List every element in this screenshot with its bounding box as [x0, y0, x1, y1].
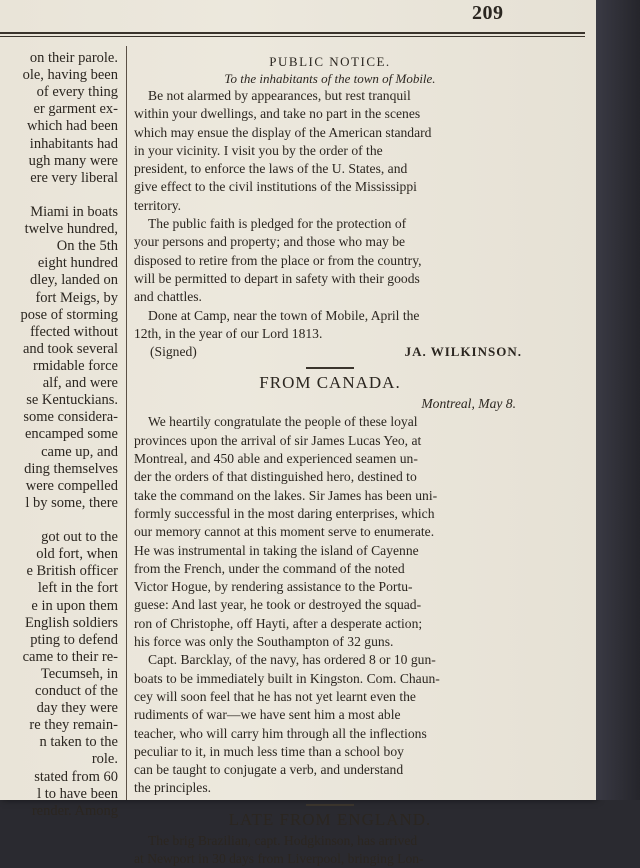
- left-column-line: which had been: [27, 118, 118, 135]
- text-line: take the command on the lakes. Sir James has been uni-: [134, 487, 438, 503]
- left-column-line: stated from 60: [34, 768, 118, 785]
- left-column-line: ffected without: [30, 323, 118, 340]
- left-column-line: n taken to the: [39, 734, 118, 751]
- left-column-line: old fort, when: [36, 546, 118, 563]
- left-column-line: e in upon them: [31, 597, 118, 614]
- text-line: can be taught to conjugate a verb, and understand: [134, 762, 404, 778]
- england-heading: LATE FROM ENGLAND.: [228, 809, 432, 829]
- left-column-line: inhabitants had: [29, 135, 118, 152]
- text-line: boats to be immediately built in Kingston. Com. Chaun-: [134, 670, 440, 686]
- page-number: 209: [472, 2, 504, 24]
- left-column-line: alf, and were: [42, 375, 118, 392]
- left-column-line: pose of storming: [20, 306, 118, 323]
- section-rule: [306, 804, 354, 806]
- text-line: cey will soon feel that he has not yet learnt even the: [134, 688, 416, 704]
- left-column-line: rmidable force: [33, 357, 118, 374]
- left-column-line: and took several: [22, 340, 118, 357]
- text-line: give effect to the civil institutions of the Mississippi: [134, 179, 417, 195]
- text-line: rudiments of war—we have sent him a most able: [134, 707, 401, 723]
- canada-paragraph-1: [134, 413, 526, 651]
- left-column-line: were compelled: [25, 477, 118, 494]
- text-line: Be not alarmed by appearances, but rest tranquil: [148, 88, 411, 103]
- right-column: [134, 54, 526, 868]
- left-column-line: e British officer: [26, 563, 118, 580]
- text-line: disposed to retire from the place or from the country,: [134, 252, 422, 268]
- left-column-line: on their parole.: [29, 50, 118, 66]
- left-column-line: l by some, there: [25, 494, 118, 511]
- left-column-line: re they remain-: [29, 717, 118, 734]
- text-line: from the French, under the command of the noted: [134, 560, 405, 576]
- left-column-line: came to their re-: [22, 648, 118, 665]
- left-column-line: pting to defend: [30, 631, 118, 648]
- text-line: at Newport in 30 days from Liverpool, bringing Lon-: [134, 850, 424, 866]
- left-column-line: ere very liberal: [30, 169, 118, 186]
- left-column-line: left in the fort: [37, 580, 118, 597]
- left-column-line: l to have been: [37, 785, 118, 802]
- left-column-line: twelve hundred,: [24, 221, 118, 238]
- left-column-line: er garment ex-: [33, 101, 118, 118]
- left-column-line: role.: [91, 751, 118, 768]
- canada-paragraph-2: [134, 651, 526, 797]
- left-column-line: render. Among: [31, 802, 118, 819]
- canada-dateline: Montreal, May 8.: [421, 396, 516, 412]
- text-line: and chattles.: [134, 289, 202, 305]
- left-column-line: English soldiers: [24, 614, 118, 631]
- left-column-line: ole, having been: [22, 67, 118, 84]
- left-column-line: fort Meigs, by: [35, 289, 118, 306]
- signature-line: [134, 343, 526, 361]
- left-column-line: Tecumseh, in: [40, 665, 118, 682]
- left-column-line: ugh many were: [28, 152, 118, 169]
- left-column-line: ding themselves: [24, 460, 118, 477]
- text-line: 12th, in the year of our Lord 1813.: [134, 325, 323, 341]
- text-line: which may ensue the display of the American standard: [134, 124, 432, 140]
- left-column-line: came up, and: [41, 443, 118, 460]
- notice-paragraph-1: [134, 87, 526, 215]
- section-rule: [306, 367, 354, 369]
- canada-heading: FROM CANADA.: [259, 373, 401, 393]
- text-line: will be permitted to depart in safety with their goods: [134, 270, 420, 286]
- left-column-line: some considera-: [23, 409, 118, 426]
- text-line: guese: And last year, he took or destroyed the squad-: [134, 597, 422, 613]
- page-edge-shadow: [596, 0, 640, 800]
- text-line: der the orders of that distinguished hero, destined to: [134, 469, 417, 485]
- left-column-line: se Kentuckians.: [26, 392, 118, 409]
- text-line: ron of Christophe, off Hayti, after a desperate action;: [134, 615, 423, 631]
- text-line: formly successful in the most daring enterprises, which: [134, 505, 435, 521]
- left-column-line: [0, 187, 118, 204]
- left-column: [0, 50, 118, 820]
- left-column-line: conduct of the: [35, 683, 118, 700]
- text-line: The public faith is pledged for the protection of: [148, 216, 407, 232]
- text-line: territory.: [134, 197, 182, 213]
- text-line: The brig Brazilian, capt. Hodgkinson, has arrived: [148, 832, 418, 848]
- left-column-line: On the 5th: [56, 238, 118, 255]
- left-column-line: day they were: [36, 700, 118, 717]
- notice-title: PUBLIC NOTICE.: [269, 54, 391, 69]
- text-line: Done at Camp, near the town of Mobile, April the: [148, 307, 420, 323]
- text-line: provinces upon the arrival of sir James Lucas Yeo, at: [134, 432, 422, 448]
- header-rule-thin: [0, 36, 585, 37]
- text-line: We heartily congratulate the people of these loyal: [148, 414, 418, 430]
- text-line: the principles.: [134, 780, 212, 796]
- text-line: peculiar to it, in much less time than a school boy: [134, 743, 404, 759]
- signed-name: JA. WILKINSON.: [404, 344, 522, 360]
- header-rule: [0, 32, 585, 34]
- left-column-line: of every thing: [36, 84, 118, 101]
- text-line: his force was only the Southampton of 32 guns.: [134, 634, 394, 650]
- column-divider: [126, 46, 127, 800]
- text-line: in your vicinity. I visit you by the order of the: [134, 142, 383, 158]
- left-column-line: [0, 512, 118, 529]
- left-column-line: eight hundred: [37, 255, 118, 272]
- notice-paragraph-3: [134, 307, 526, 344]
- text-line: our memory cannot at this moment serve to enumerate.: [134, 524, 435, 540]
- left-column-line: encamped some: [24, 426, 118, 443]
- text-line: your persons and property; and those who may be: [134, 234, 406, 250]
- text-line: He was instrumental in taking the island of Cayenne: [134, 542, 419, 558]
- text-line: teacher, who will carry him through all the inflections: [134, 725, 427, 741]
- signed-label: (Signed): [150, 344, 197, 360]
- left-column-line: dley, landed on: [29, 272, 118, 289]
- text-line: president, to enforce the laws of the U. States, and: [134, 161, 408, 177]
- left-column-line: Miami in boats: [30, 203, 118, 220]
- text-line: Victor Hogue, by rendering assistance to the Portu-: [134, 579, 413, 595]
- text-line: within your dwellings, and take no part in the scenes: [134, 106, 421, 122]
- text-line: Capt. Barcklay, of the navy, has ordered 8 or 10 gun-: [148, 652, 436, 668]
- notice-subtitle: To the inhabitants of the town of Mobile.: [224, 71, 436, 86]
- england-paragraph-1: [134, 832, 526, 868]
- left-column-line: got out to the: [41, 529, 118, 546]
- text-line: Montreal, and 450 able and experienced seamen un-: [134, 451, 418, 467]
- notice-paragraph-2: [134, 215, 526, 306]
